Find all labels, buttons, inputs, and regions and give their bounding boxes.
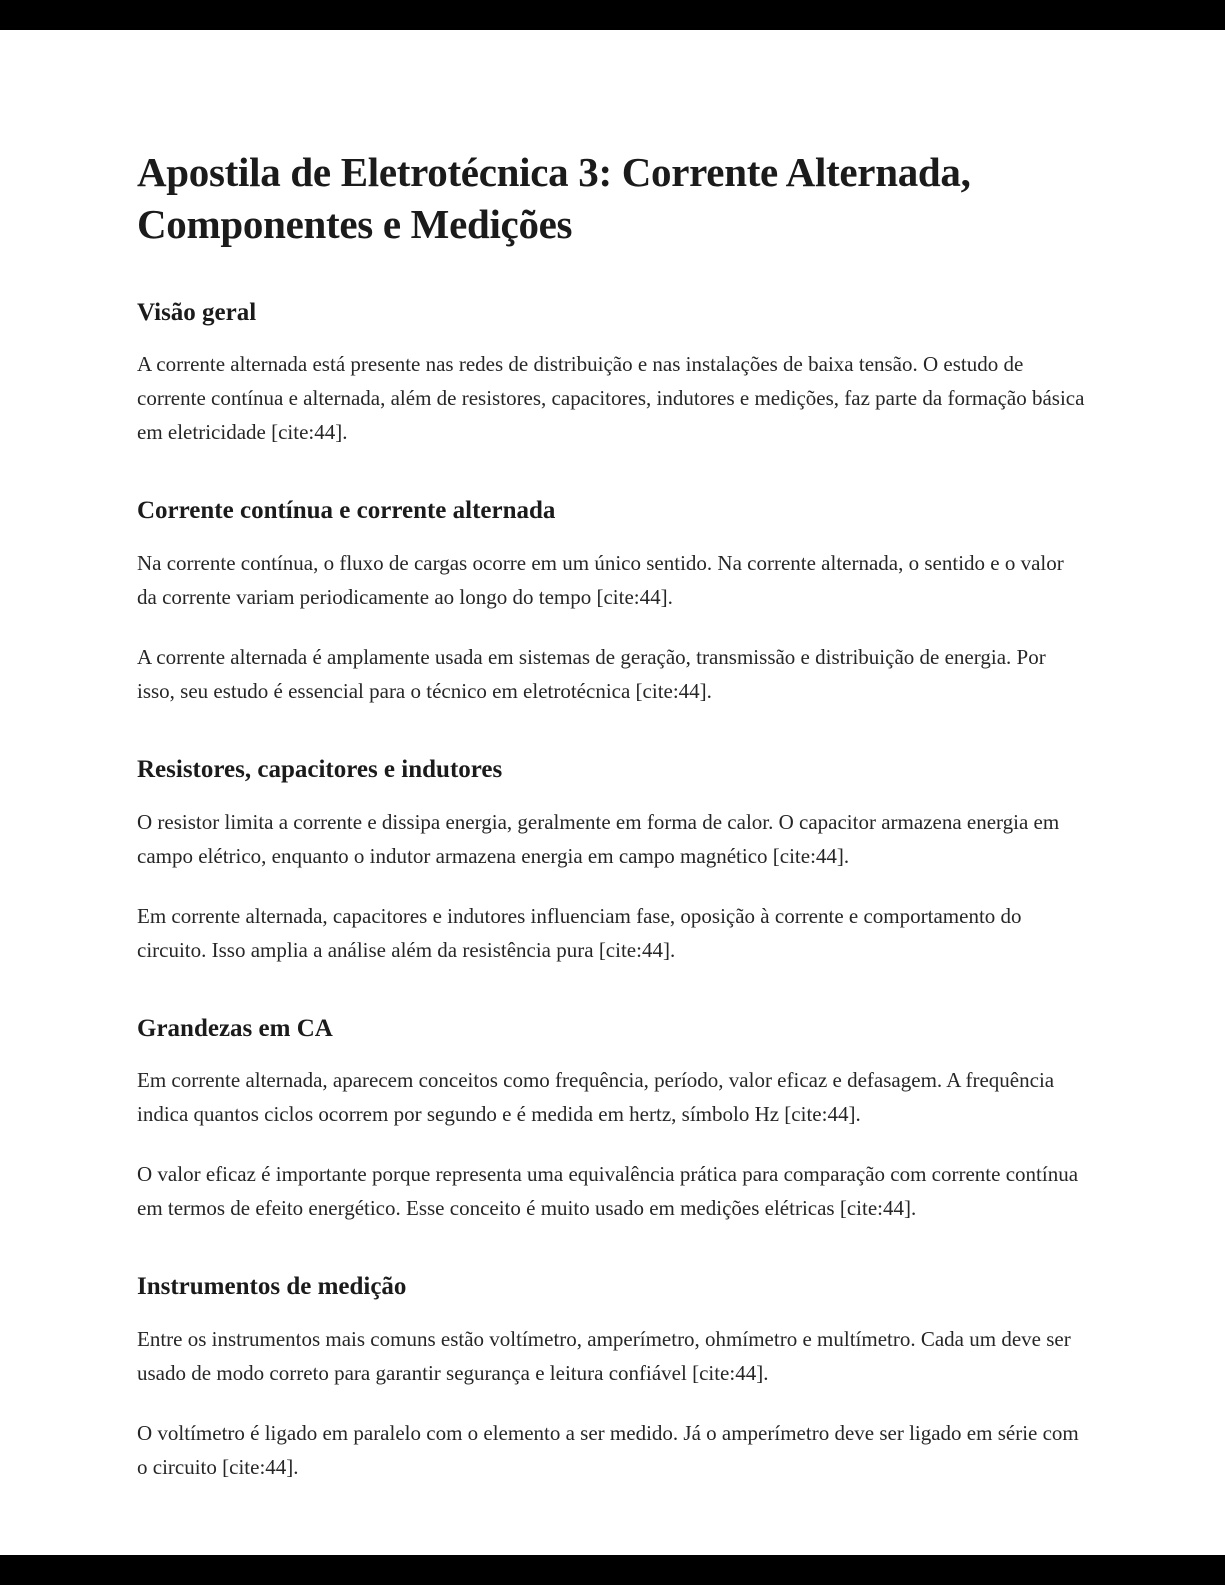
section-heading-visao-geral: Visão geral [137, 298, 257, 326]
section-corrente-continua-alternada [137, 495, 1087, 708]
paragraph: O valor eficaz é importante porque representa uma equivalência prática para comparação com corrente contínua em termos de efeito energético. Esse conceito é muito usado em medições elétricas [cite:44]. [137, 1162, 1079, 1221]
section-heading-instrumentos-de-medicao: Instrumentos de medição [137, 1273, 407, 1301]
paragraph: O resistor limita a corrente e dissipa energia, geralmente em forma de calor. O capacitor armazena energia em campo elétrico, enquanto o indutor armazena energia em campo magnético [cite:44]. [137, 809, 1060, 868]
page-top-border [0, 0, 1225, 30]
page-bottom-border [0, 1555, 1225, 1585]
section-visao-geral [137, 297, 1087, 450]
paragraph: O voltímetro é ligado em paralelo com o elemento a ser medido. Já o amperímetro deve ser ligado em série com o circuito [cite:44]. [137, 1420, 1079, 1479]
section-grandezas-em-ca [137, 1013, 1087, 1226]
paragraph: Em corrente alternada, aparecem conceitos como frequência, período, valor eficaz e defasagem. A frequência indica quantos ciclos ocorrem por segundo e é medida em hertz, símbolo Hz [cite:44]. [137, 1068, 1055, 1127]
paragraph: A corrente alternada está presente nas redes de distribuição e nas instalações de baixa tensão. O estudo de corrente contínua e alternada, além de resistores, capacitores, indutores e medições, faz parte da formação básica em eletricidade [cite:44]. [137, 352, 1085, 445]
section-instrumentos-de-medicao [137, 1271, 1087, 1484]
paragraph: Na corrente contínua, o fluxo de cargas ocorre em um único sentido. Na corrente alternada, o sentido e o valor da corrente variam periodicamente ao longo do tempo [cite:44]. [137, 550, 1064, 609]
section-heading-resistores-capacitores-indutores: Resistores, capacitores e indutores [137, 756, 503, 784]
page-title: Apostila de Eletrotécnica 3: Corrente Alternada, Componentes e Medições [137, 149, 971, 248]
section-heading-grandezas-em-ca: Grandezas em CA [137, 1014, 333, 1042]
section-heading-corrente-continua-alternada: Corrente contínua e corrente alternada [137, 497, 556, 525]
paragraph: A corrente alternada é amplamente usada em sistemas de geração, transmissão e distribuição de energia. Por isso, seu estudo é essencial para o técnico em eletrotécnica [cite:44]. [137, 645, 1046, 704]
document-content [0, 30, 1225, 1555]
paragraph: Entre os instrumentos mais comuns estão voltímetro, amperímetro, ohmímetro e multímetro. Cada um deve ser usado de modo correto para garantir segurança e leitura confiável [cite:44]. [137, 1326, 1071, 1385]
paragraph: Em corrente alternada, capacitores e indutores influenciam fase, oposição à corrente e comportamento do circuito. Isso amplia a análise além da resistência pura [cite:44]. [137, 903, 1022, 962]
section-resistores-capacitores-indutores [137, 754, 1087, 967]
